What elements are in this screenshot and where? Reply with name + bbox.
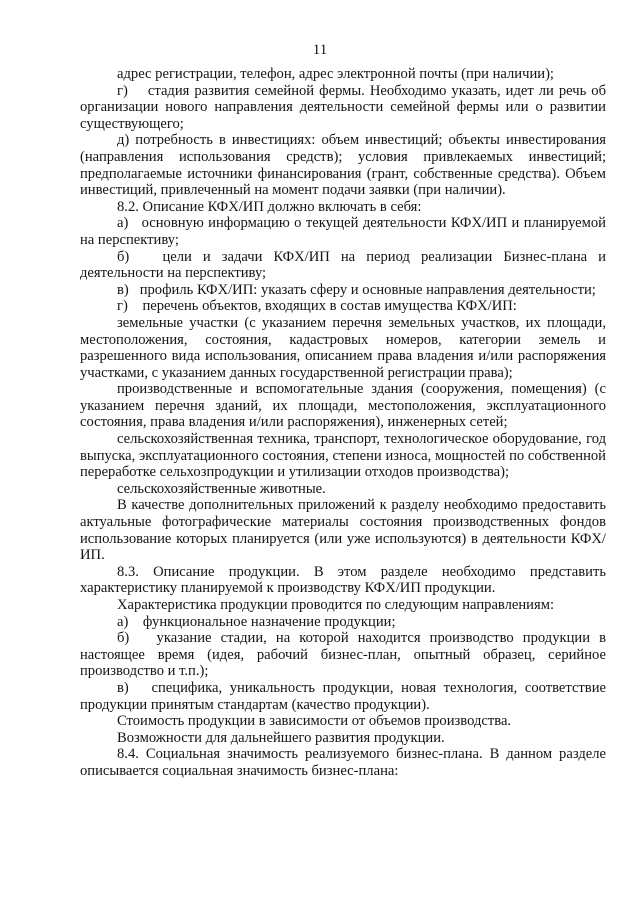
paragraph: адрес регистрации, телефон, адрес электронной почты (при наличии);	[117, 66, 554, 82]
page-number: 11	[312, 42, 328, 58]
paragraph: 8.3. Описание продукции. В этом разделе необходимо представить характеристику планируемой к производству КФХ/ИП продукции.	[80, 563, 606, 597]
paragraph: 8.4. Социальная значимость реализуемого бизнес-плана. В данном разделе описывается социальная значимость бизнес-плана:	[80, 746, 606, 779]
paragraph: Возможности для дальнейшего развития продукции.	[117, 729, 445, 746]
paragraph: б) указание стадии, на которой находится производство продукции в настоящее время (идея, рабочий бизнес-план, опытный образец, серийное производство и т.п.);	[80, 630, 606, 680]
paragraph: Характеристика продукции проводится по следующим направлениям:	[117, 597, 554, 613]
paragraph: д) потребность в инвестициях: объем инвестиций; объекты инвестирования (направления использования средств); условия привлекаемых инвестиций; предполагаемые источники финансирования (грант, собственные средства). Объем инвестиций, привлеченный на момент подачи заявки (при наличии).	[80, 132, 606, 199]
paragraph: б) цели и задачи КФХ/ИП на период реализации Бизнес-плана и деятельности на перспективу;	[80, 248, 606, 282]
paragraph: г) стадия развития семейной фермы. Необходимо указать, идет ли речь об организации нового направления деятельности семейной фермы или о развитии существующего;	[80, 82, 606, 132]
paragraph: сельскохозяйственные животные.	[117, 480, 326, 497]
paragraph: земельные участки (с указанием перечня земельных участков, их площади, местоположения, состояния, кадастровых номеров, категории земель и разрешенного вида использования, описанием права владения и/или распоряжения участками, с указанием данных государственной регистрации права);	[80, 314, 606, 381]
paragraph: производственные и вспомогательные здания (сооружения, помещения) (с указанием перечня зданий, их площади, местоположения, эксплуатационного состояния, права владения и/или распоряжения), инженерных сетей;	[80, 381, 606, 431]
paragraph: 8.2. Описание КФХ/ИП должно включать в себя:	[117, 198, 422, 215]
paragraph: в) профиль КФХ/ИП: указать сферу и основные направления деятельности;	[117, 281, 596, 298]
paragraph: сельскохозяйственная техника, транспорт, технологическое оборудование, год выпуска, эксплуатационного состояния, степени износа, мощностей по собственной переработке сельхозпродукции и утилизации отходов производства);	[80, 431, 606, 481]
paragraph: г) перечень объектов, входящих в состав имущества КФХ/ИП:	[117, 298, 517, 315]
paragraph: а) функциональное назначение продукции;	[117, 613, 396, 630]
paragraph: а) основную информацию о текущей деятельности КФХ/ИП и планируемой на перспективу;	[80, 215, 606, 248]
paragraph: в) специфика, уникальность продукции, новая технология, соответствие продукции принятым стандартам (качество продукции).	[80, 679, 606, 713]
document-body	[80, 66, 606, 780]
paragraph: В качестве дополнительных приложений к разделу необходимо предоставить актуальные фотографические материалы состояния производственных фондов использование которых планируется (или уже используются) в деятельности КФХ/ИП.	[80, 497, 606, 564]
paragraph: Стоимость продукции в зависимости от объемов производства.	[117, 713, 512, 730]
